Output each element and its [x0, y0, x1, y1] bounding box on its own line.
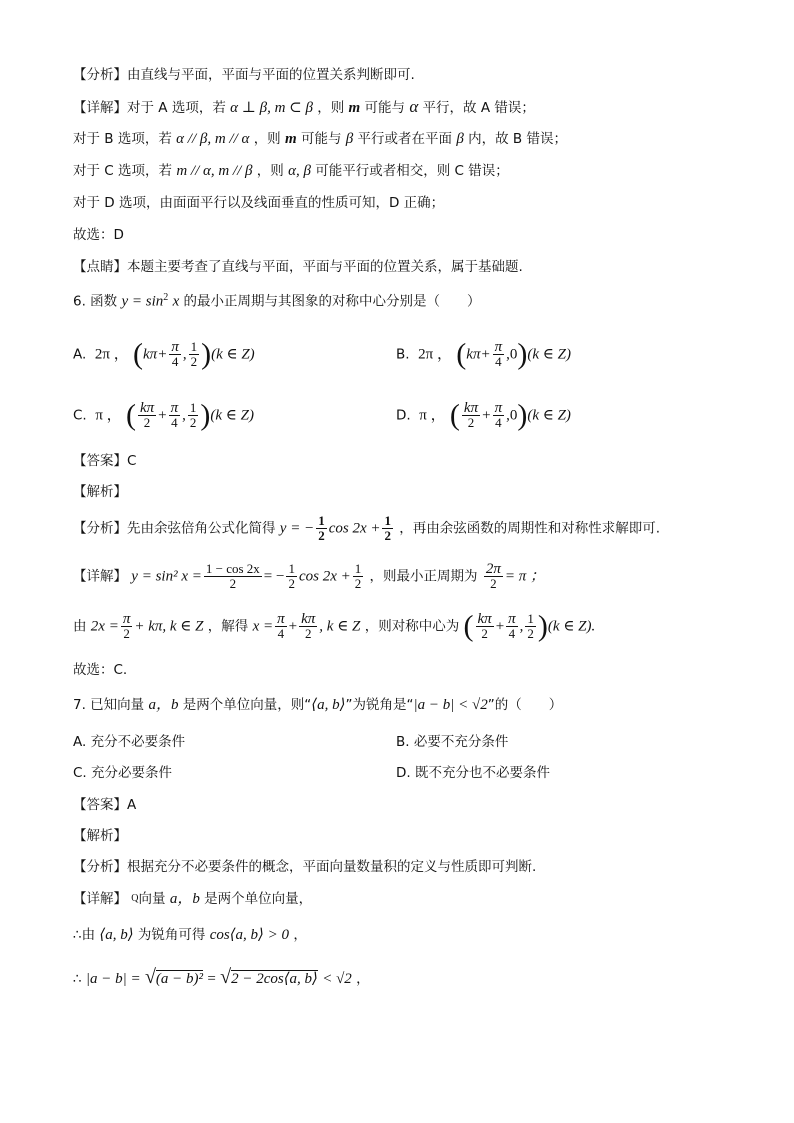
- paren: (: [125, 398, 136, 432]
- q6-choose: 故选：C.: [73, 662, 128, 678]
- sqrt-sign: √: [144, 966, 156, 988]
- text: ，则最小正周期为: [369, 568, 478, 585]
- text: ∴: [73, 971, 82, 987]
- math: (k ∈ Z): [527, 407, 571, 424]
- math: |a − b| < √2: [413, 697, 488, 713]
- exponent: 2: [163, 292, 169, 303]
- math: kπ+: [143, 346, 168, 363]
- math: x: [172, 293, 180, 310]
- fraction: $\frac{1}{2}$: [384, 513, 391, 543]
- text: 对于 B 选项，若: [73, 131, 172, 147]
- text: 向量: [138, 891, 166, 907]
- text: 【详解】: [73, 568, 127, 585]
- q5-detail-a: [73, 98, 535, 117]
- math: x =: [252, 618, 274, 635]
- option-label: B.: [396, 346, 410, 363]
- text: ，则: [317, 100, 345, 116]
- math: ⟨a, b⟩: [311, 697, 346, 713]
- text: ，则对称中心为: [364, 618, 460, 635]
- fraction: [204, 562, 262, 591]
- numerator: kπ: [463, 400, 479, 416]
- fraction: [169, 401, 181, 430]
- q6-detail: [73, 562, 545, 591]
- text: 【分析】先由余弦倍角公式化简得: [73, 520, 276, 537]
- math: =: [207, 971, 216, 987]
- q5-detail-d: 对于 D 选项，由面面平行以及线面垂直的性质可知，D 正确；: [73, 195, 445, 211]
- math: (k ∈ Z): [211, 346, 255, 363]
- math: = −: [263, 568, 285, 585]
- math: ,0: [506, 346, 518, 363]
- math: π ，: [419, 407, 446, 424]
- fraction: $\frac{k\pi}{2}$: [301, 611, 316, 641]
- denominator: 2: [467, 415, 475, 430]
- q6-option-b: [396, 337, 571, 371]
- numerator: kπ: [301, 611, 316, 627]
- numerator: 1: [190, 339, 198, 354]
- text: ”为锐角是“: [345, 697, 414, 713]
- math: y = sin: [121, 293, 164, 310]
- math: 2π ，: [418, 346, 452, 363]
- text: 内，故 B 错误；: [468, 131, 567, 147]
- q7-option-d: D. 既不充分也不必要条件: [396, 765, 550, 781]
- math: = π ；: [504, 568, 545, 585]
- fraction: $\frac{1}{2}$: [354, 561, 362, 591]
- numerator: kπ: [139, 400, 155, 416]
- option-label: C.: [73, 407, 87, 424]
- math: ⟨a, b⟩: [99, 927, 134, 943]
- math: ,0: [506, 407, 518, 424]
- q6-center: 由 2x = $\frac{\pi}{2}$ + kπ, k ∈ Z ，解得 x = $\frac{\pi}{4}$ + $\frac{k\pi}{2}$ , k ∈ Z ，则对称中心为 ( $\frac{k\pi}{2}$ + $\frac{\pi}{4}$ , $\frac{1}{2}$ )(k ∈ Z).: [73, 609, 596, 643]
- math: ,: [182, 407, 186, 424]
- denominator: 4: [171, 415, 178, 430]
- fraction: $\frac{\pi}{2}$: [122, 611, 131, 641]
- math: cos 2x +: [328, 520, 381, 537]
- math: y = −: [279, 520, 315, 537]
- text: 的最小正周期与其图象的对称中心分别是（ ）: [183, 293, 481, 310]
- math: y = sin² x =: [131, 568, 202, 585]
- math: m // α, m // β: [176, 163, 253, 179]
- text: 是两个单位向量，则“: [182, 697, 312, 713]
- text: 【详解】: [73, 891, 127, 907]
- math: +: [158, 407, 167, 424]
- math: (k ∈ Z): [210, 407, 254, 424]
- paren: (: [456, 337, 467, 371]
- math: m: [284, 131, 297, 147]
- math: α // β, m // α: [176, 131, 250, 147]
- fraction: $\frac{k\pi}{2}$: [477, 611, 492, 641]
- q5-detail-c: [73, 162, 509, 180]
- math: α, β: [288, 163, 311, 179]
- sqrt-sign: √: [220, 966, 232, 988]
- math: Q: [131, 893, 139, 904]
- paren: ): [200, 398, 211, 432]
- numerator: 1 − cos 2x: [205, 561, 260, 576]
- fraction: [188, 401, 199, 430]
- math: ,: [182, 346, 187, 363]
- text: 对于 C 选项，若: [73, 163, 173, 179]
- math: |a − b| =: [85, 971, 141, 987]
- denominator: 2: [190, 354, 198, 369]
- numerator: 2π: [485, 561, 501, 577]
- text: 可能与: [300, 131, 342, 147]
- text: ，解得: [207, 618, 249, 635]
- math: , k ∈ Z: [319, 618, 361, 635]
- denominator: 2: [189, 415, 197, 430]
- text: 由: [73, 618, 87, 635]
- math: < √2: [322, 971, 352, 987]
- math: (a − b)²: [155, 971, 204, 987]
- text: 【详解】对于 A 选项，若: [73, 100, 226, 116]
- text: ，再由余弦函数的周期性和对称性求解即可.: [399, 520, 661, 537]
- q6-stem: [73, 289, 481, 311]
- math: α: [409, 97, 419, 116]
- paren: (: [449, 398, 460, 432]
- text: ，: [356, 971, 370, 987]
- paren: ): [537, 609, 548, 643]
- q5-comment: 【点睛】本题主要考查了直线与平面，平面与平面的位置关系，属于基础题.: [73, 259, 523, 275]
- numerator: π: [171, 339, 179, 355]
- q6-option-a: [73, 337, 255, 371]
- q6-option-c: [73, 398, 254, 432]
- q7-stem: [73, 696, 562, 714]
- fraction: [493, 401, 505, 430]
- math: (k ∈ Z).: [547, 618, 596, 635]
- fraction: [493, 340, 505, 369]
- text: 可能与: [364, 100, 406, 116]
- numerator: π: [494, 339, 503, 355]
- paren: ): [517, 337, 528, 371]
- paren: ): [517, 398, 528, 432]
- math: +: [482, 407, 491, 424]
- text: 可能平行或者相交，则 C 错误；: [315, 163, 509, 179]
- text: 平行或者在平面: [357, 131, 453, 147]
- text: 是两个单位向量，: [204, 891, 313, 907]
- math: α ⊥ β, m ⊂ β: [230, 100, 313, 116]
- text: 6. 函数: [73, 293, 118, 310]
- text: ，则: [256, 163, 284, 179]
- math: +: [288, 618, 298, 635]
- q7-option-a: A. 充分不必要条件: [73, 734, 186, 750]
- fraction: $\frac{1}{2}$: [288, 561, 295, 591]
- denominator: 4: [495, 415, 502, 430]
- math: cos⟨a, b⟩ > 0: [209, 927, 290, 943]
- numerator: π: [170, 400, 179, 416]
- math: cos 2x +: [298, 568, 351, 585]
- fraction: [462, 401, 480, 430]
- math: a，b: [169, 891, 200, 907]
- math: (k ∈ Z): [527, 346, 571, 363]
- q5-detail-b: [73, 130, 567, 148]
- numerator: 1: [189, 400, 197, 415]
- q6-option-d: [396, 398, 571, 432]
- q7-answer: 【答案】A: [73, 797, 137, 813]
- paren: (: [463, 609, 474, 643]
- q5-analysis: 【分析】由直线与平面，平面与平面的位置关系判断即可.: [73, 67, 415, 83]
- q7-option-c: C. 充分必要条件: [73, 765, 173, 781]
- text: 7. 已知向量: [73, 697, 145, 713]
- q7-jiexi: 【解析】: [73, 828, 127, 844]
- fraction: [189, 340, 200, 369]
- math: a，b: [148, 697, 179, 713]
- math: + kπ, k ∈ Z: [134, 618, 204, 635]
- option-label: A.: [73, 346, 87, 363]
- q6-jiexi: 【解析】: [73, 484, 127, 500]
- option-label: D.: [396, 407, 411, 424]
- denominator: 2: [143, 415, 151, 430]
- math: π ，: [95, 407, 122, 424]
- text: ”的（ ）: [487, 697, 563, 713]
- math: β: [345, 131, 354, 147]
- q6-answer: 【答案】C: [73, 453, 137, 469]
- text: ，则: [253, 131, 281, 147]
- text: 为锐角可得: [137, 927, 206, 943]
- text: ，: [293, 927, 307, 943]
- q7-analysis: 【分析】根据充分不必要条件的概念，平面向量数量积的定义与性质即可判断.: [73, 859, 537, 875]
- denominator: 4: [495, 354, 502, 369]
- fraction: $\frac{1}{2}$: [527, 611, 534, 641]
- math: 2x =: [90, 618, 119, 635]
- numerator: π: [494, 400, 503, 416]
- q6-analysis: [73, 514, 660, 543]
- math: 2π ，: [94, 346, 129, 363]
- math: m: [348, 100, 361, 116]
- math: kπ+: [466, 346, 491, 363]
- paren: ): [201, 337, 212, 371]
- fraction: $\frac{2\pi}{2}$: [485, 561, 501, 591]
- fraction: [138, 401, 156, 430]
- q7-option-b: B. 必要不充分条件: [396, 734, 509, 750]
- denominator: 4: [171, 354, 179, 369]
- text: ∴由: [73, 927, 96, 943]
- math: 2 − 2cos⟨a, b⟩: [231, 971, 318, 987]
- q7-detail: [73, 890, 312, 908]
- paren: (: [133, 337, 144, 371]
- denominator: 2: [229, 576, 237, 591]
- q5-choose: 故选：D: [73, 227, 124, 243]
- q7-line2: [73, 926, 307, 944]
- fraction: $\frac{\pi}{4}$: [508, 611, 516, 641]
- q7-line3: [73, 968, 370, 988]
- fraction: [169, 340, 181, 369]
- text: 平行，故 A 错误；: [422, 100, 535, 116]
- fraction: $\frac{1}{2}$: [318, 513, 325, 543]
- math: β: [456, 131, 464, 147]
- fraction: $\frac{\pi}{4}$: [277, 611, 285, 641]
